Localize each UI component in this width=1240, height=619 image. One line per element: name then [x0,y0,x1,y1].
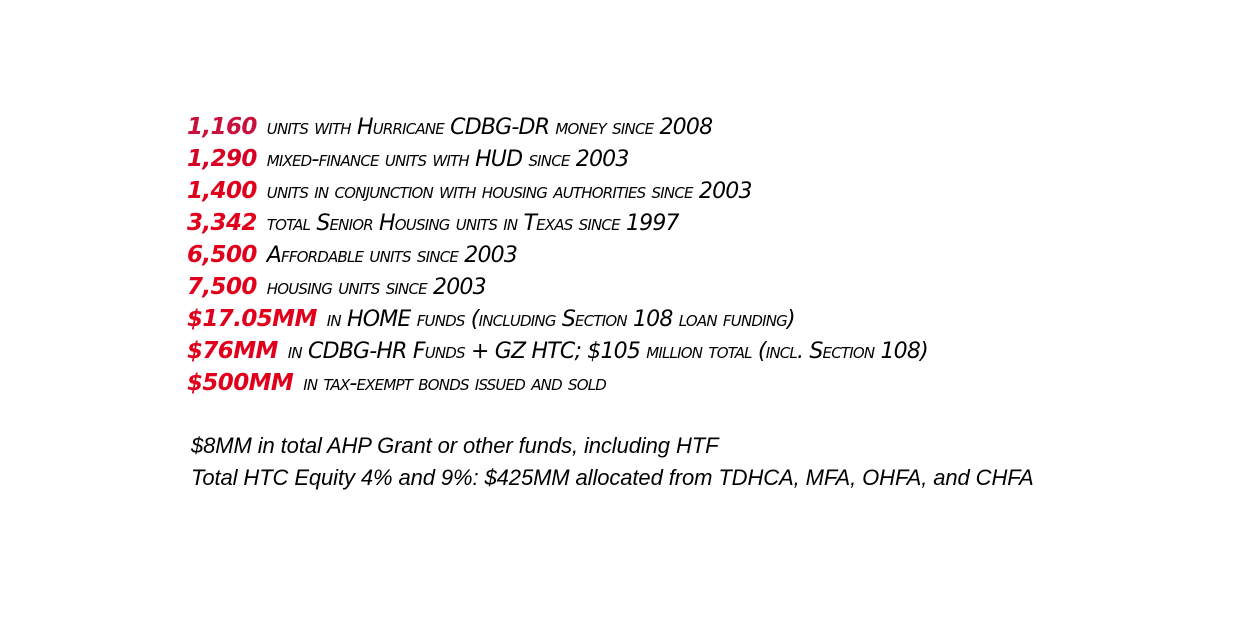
note-ahp-grant: $8MM in total AHP Grant or other funds, including HTF [191,433,719,458]
stat-value: 1,400 [187,178,257,204]
stat-value: $500MM [187,370,294,396]
stat-description: in tax-exempt bonds issued and sold [303,371,607,396]
stat-value: $17.05MM [187,306,317,332]
stat-row-1160 [187,111,928,143]
stat-value: 6,500 [187,242,257,268]
stat-description: in HOME funds (including Section 108 loan funding) [326,307,795,332]
note-htc-equity: Total HTC Equity 4% and 9%: $425MM allocated from TDHCA, MFA, OHFA, and CHFA [191,465,1034,490]
stat-description: units with Hurricane CDBG-DR money since 2008 [266,115,713,140]
stat-value: 3,342 [187,210,257,236]
stat-row-3342 [187,207,928,239]
stat-value: $76MM [187,338,278,364]
stat-value: 1,290 [187,146,257,172]
stat-description: Affordable units since 2003 [266,243,518,268]
notes-block [191,430,1034,494]
stats-list [187,111,928,399]
stat-value: 1,160 [187,114,257,140]
stat-row-tax-exempt-bonds [187,367,928,399]
stat-description: housing units since 2003 [266,275,486,300]
stat-row-7500 [187,271,928,303]
stat-description: mixed-finance units with HUD since 2003 [266,147,629,172]
stat-value: 7,500 [187,274,257,300]
stat-row-home-funds [187,303,928,335]
stat-description: units in conjunction with housing authorities since 2003 [266,179,752,204]
stat-row-cdbg-hr-funds [187,335,928,367]
stat-row-1290 [187,143,928,175]
stat-description: in CDBG-HR Funds + GZ HTC; $105 million total (incl. Section 108) [287,339,928,364]
stat-row-6500 [187,239,928,271]
stat-description: total Senior Housing units in Texas since 1997 [266,211,679,236]
stat-row-1400 [187,175,928,207]
